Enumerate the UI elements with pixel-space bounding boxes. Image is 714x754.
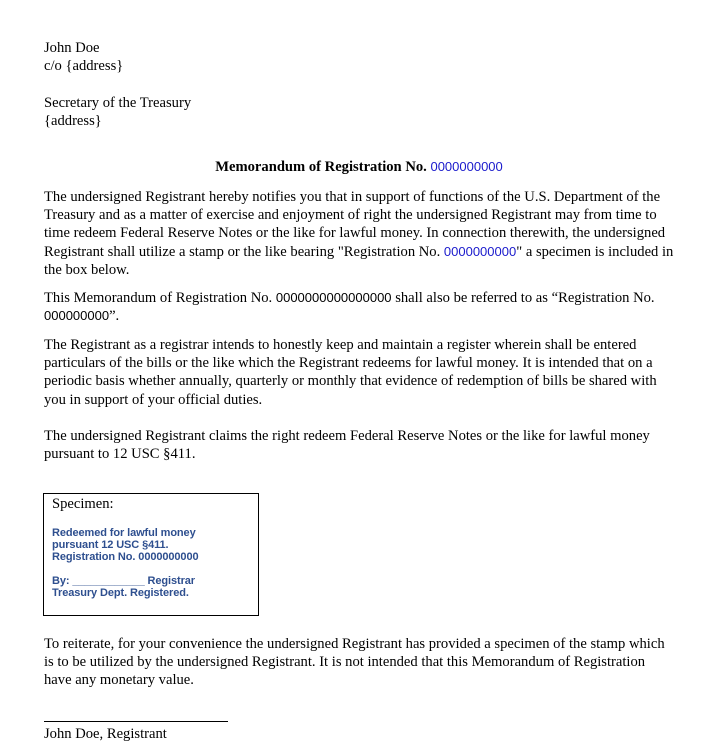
recipient-title: Secretary of the Treasury: [44, 95, 192, 111]
sender-address: c/o {address}: [44, 58, 124, 74]
recipient-block: [44, 94, 191, 130]
paragraph-claim: The undersigned Registrant claims the right redeem Federal Reserve Notes or the like for lawful money pursuant to 12 USC §411.: [44, 428, 650, 463]
registration-number-inline: 0000000000: [443, 243, 517, 259]
specimen-label: Specimen:: [52, 496, 114, 512]
signature-name: John Doe, Registrant: [44, 726, 167, 742]
registration-number: 0000000000: [430, 159, 503, 174]
signature-line: [44, 721, 228, 722]
paragraph-alias: [44, 289, 674, 325]
stamp-line: pursuant 12 USC §411.: [52, 539, 169, 551]
stamp-by-line: By: ____________ Registrar: [52, 575, 195, 587]
paragraph-alias-text-end: ”.: [109, 308, 120, 325]
memorandum-title-label: Memorandum of Registration No.: [215, 159, 427, 175]
specimen-box: [43, 493, 259, 616]
paragraph-alias-text: This Memorandum of Registration No.: [44, 290, 276, 306]
stamp-dept-line: Treasury Dept. Registered.: [52, 587, 189, 599]
stamp-line: Registration No. 0000000000: [52, 551, 199, 563]
memorandum-title: [44, 158, 674, 176]
recipient-address: {address}: [44, 113, 102, 129]
sender-block: [44, 39, 123, 75]
stamp-line: Redeemed for lawful money: [52, 527, 196, 539]
paragraph-notice: [44, 188, 674, 279]
paragraph-notice-text-end: " a specimen is included in the box below.: [44, 243, 674, 278]
paragraph-register: The Registrant as a registrar intends to honestly keep and maintain a register wherein shall be entered particulars of the bills or the like which the Registrant redeems for lawful money. It is intended that on a periodic basis whether annually, quarterly or monthly that evidence of redemption of bills be shared with you in support of your official duties.: [44, 337, 657, 408]
paragraph-reiterate: To reiterate, for your convenience the undersigned Registrant has provided a specimen of the stamp which is to be utilized by the undersigned Registrant. It is not intended that this Memorandum of Registration have any monetary value.: [44, 636, 665, 689]
short-registration-number: 000000000: [44, 308, 110, 324]
paragraph-notice-text: The undersigned Registrant hereby notifies you that in support of functions of the U.S. Department of the Treasury and as a matter of exercise and enjoyment of right the undersigned Registrant may from time to time redeem Federal Reserve Notes or the like for lawful money. In connection therewith, the undersigned Registrant shall utilize a stamp or the like bearing "Registration No.: [44, 189, 666, 260]
stamp-specimen: [52, 527, 198, 599]
sender-name: John Doe: [44, 40, 100, 56]
paragraph-alias-text-mid: shall also be referred to as “Registration No.: [391, 290, 655, 306]
long-registration-number: 0000000000000000: [275, 290, 392, 305]
